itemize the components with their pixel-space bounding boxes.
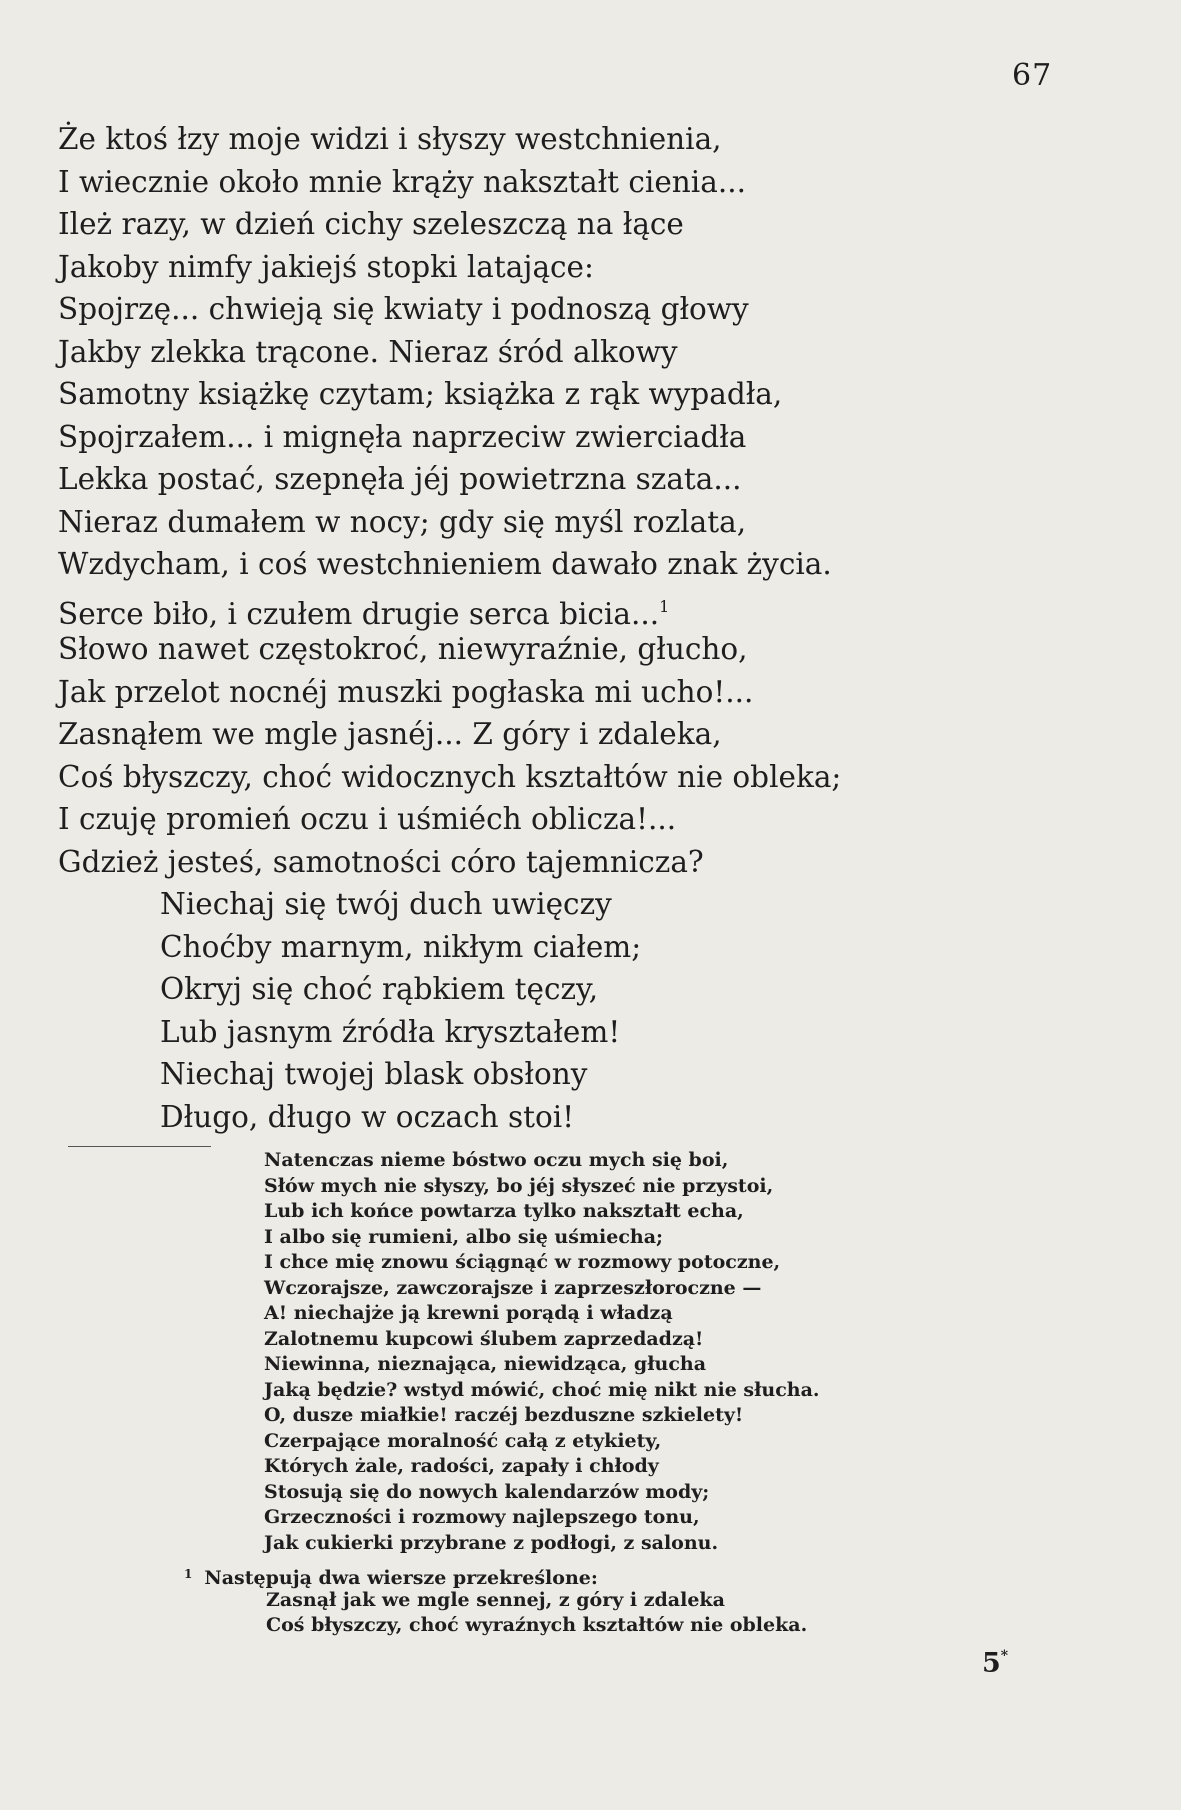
poem-line-text: Okryj się choć rąbkiem tęczy, — [160, 972, 599, 1006]
poem-main-text — [58, 118, 841, 1138]
inset-line: I chce mię znowu ściągnąć w rozmowy potoczne, — [264, 1251, 781, 1273]
inset-line: Natenczas nieme bóstwo oczu mych się boi, — [264, 1149, 729, 1171]
poem-line-text: Serce biło, i czułem drugie serca bicia... — [58, 596, 660, 631]
poem-line — [58, 1011, 841, 1054]
inset-line: Słów mych nie słyszy, bo jéj słyszeć nie przystoi, — [264, 1174, 774, 1197]
poem-line-text: Lekka postać, szepnęła jéj powietrzna szata... — [58, 462, 742, 496]
inset-line: Stosują się do nowych kalendarzów mody; — [264, 1480, 710, 1503]
footnote-rule — [68, 1146, 211, 1147]
poem-line — [58, 756, 841, 799]
inset-line: Których żale, radości, zapały i chłody — [264, 1455, 659, 1477]
poem-line-text: Jakoby nimfy jakiejś stopki latające: — [58, 249, 594, 284]
inset-line: Zalotnemu kupcowi ślubem zaprzedadzą! — [264, 1327, 704, 1350]
inset-line: A! niechajże ją krewni porądą i władzą — [264, 1302, 673, 1324]
poem-line-text: Jak przelot nocnéj muszki pogłaska mi ucho!... — [58, 674, 754, 709]
poem-line — [58, 926, 841, 969]
inset-line: Lub ich końce powtarza tylko nakształt echa, — [264, 1200, 744, 1222]
poem-line — [58, 118, 841, 161]
poem-line-text: Że ktoś łzy moje widzi i słyszy westchnienia, — [58, 122, 722, 156]
poem-line-text: Lub jasnym źródła kryształem! — [160, 1014, 621, 1049]
inset-line: I albo się rumieni, albo się uśmiecha; — [264, 1225, 664, 1248]
poem-line-text: Jakby zlekka trącone. Nieraz śród alkowy — [58, 334, 678, 369]
poem-line-text: Coś błyszczy, choć widocznych kształtów nie obleka; — [58, 759, 842, 794]
poem-line-text: Zasnąłem we mgle jasnéj... Z góry i zdaleka, — [58, 717, 722, 751]
poem-line — [58, 331, 841, 374]
poem-line — [58, 968, 841, 1011]
footnote — [184, 1562, 807, 1639]
poem-line-text: Nieraz dumałem w nocy; gdy się myśl rozlata, — [58, 504, 747, 539]
poem-line — [58, 246, 841, 289]
poem-line-text: Wzdycham, i coś westchnieniem dawało znak życia. — [58, 547, 832, 581]
poem-line — [58, 501, 841, 544]
poem-line-text: Choćby marnym, nikłym ciałem; — [160, 929, 642, 964]
footnote-intro-line — [184, 1562, 807, 1588]
poem-line-text: I wiecznie około mnie krąży nakształt cienia... — [58, 164, 746, 199]
poem-line — [58, 373, 841, 416]
poem-line — [58, 161, 841, 204]
poem-line — [58, 458, 841, 501]
poem-line-text: Niechaj twojej blask obsłony — [160, 1057, 588, 1091]
inset-line: Grzeczności i rozmowy najlepszego tonu, — [264, 1506, 700, 1528]
poem-line-text: Ileż razy, w dzień cichy szeleszczą na łące — [58, 207, 684, 241]
poem-line — [58, 1053, 841, 1096]
signature-mark — [982, 1648, 1008, 1679]
poem-line-text: Samotny książkę czytam; książka z rąk wypadła, — [58, 377, 783, 411]
poem-line-text: Gdzież jesteś, samotności córo tajemnicza? — [58, 844, 704, 879]
poem-line-text: Spojrzę... chwieją się kwiaty i podnoszą głowy — [58, 292, 749, 326]
poem-line-text: Długo, długo w oczach stoi! — [160, 1099, 575, 1134]
poem-line — [58, 671, 841, 714]
inset-line: Niewinna, nieznająca, niewidząca, głucha — [264, 1353, 707, 1375]
poem-line — [58, 586, 841, 629]
poem-line-text: Spojrzałem... i mignęła naprzeciw zwierciadła — [58, 419, 747, 454]
inset-line: Jaką będzie? wstyd mówić, choć mię nikt nie słucha. — [264, 1378, 820, 1401]
inset-line: Jak cukierki przybrane z podłogi, z salonu. — [264, 1531, 719, 1554]
poem-line — [58, 416, 841, 459]
poem-line — [58, 288, 841, 331]
poem-line — [58, 543, 841, 586]
poem-line — [58, 713, 841, 756]
footnote-reference: 1 — [659, 596, 670, 616]
poem-inset-text — [264, 1148, 820, 1556]
poem-line — [58, 798, 841, 841]
poem-line — [58, 883, 841, 926]
poem-line — [58, 841, 841, 884]
signature-text: 5 — [982, 1648, 1001, 1679]
inset-line: Wczorajsze, zawczorajsze i zaprzeszłoroczne — — [264, 1276, 762, 1299]
footnote-mark: 1 — [184, 1567, 193, 1581]
poem-line-text: Niechaj się twój duch uwięczy — [160, 887, 612, 921]
poem-line — [58, 628, 841, 671]
poem-line-text: Słowo nawet częstokroć, niewyraźnie, głucho, — [58, 632, 748, 666]
footnote-line: Zasnął jak we mgle sennej, z góry i zdaleka — [266, 1588, 725, 1611]
poem-line-text: I czuję promień oczu i uśmiéch oblicza!... — [58, 802, 677, 836]
poem-line — [58, 203, 841, 246]
signature-star: * — [1000, 1648, 1009, 1664]
page-number: 67 — [1012, 58, 1053, 93]
footnote-line: Coś błyszczy, choć wyraźnych kształtów nie obleka. — [266, 1614, 808, 1636]
footnote-intro: Następują dwa wiersze przekreślone: — [204, 1567, 598, 1589]
inset-line: Czerpające moralność całą z etykiety, — [264, 1429, 662, 1452]
poem-line — [58, 1096, 841, 1139]
inset-line: O, dusze miałkie! raczéj bezduszne szkielety! — [264, 1404, 744, 1426]
